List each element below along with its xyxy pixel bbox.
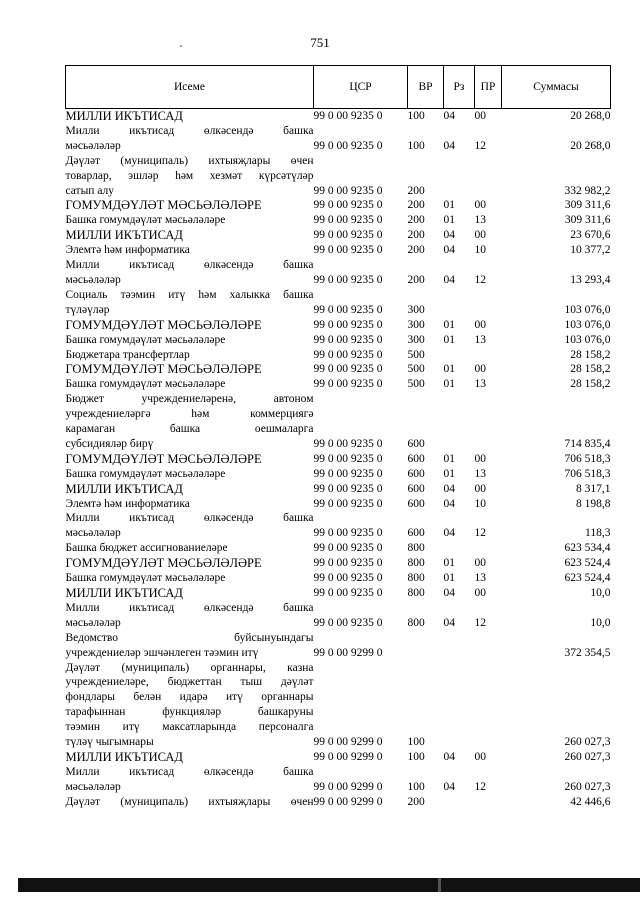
table-row: [66, 452, 611, 467]
row-csr: 99 0 00 9235 0: [313, 527, 383, 540]
row-name-line: тәэмин итү максатларында персоналга: [65, 721, 314, 734]
row-rz: 04: [443, 110, 455, 122]
scan-artifact: [180, 45, 182, 47]
row-name: [66, 750, 314, 765]
row-name-line: мәсьәләләр: [65, 780, 121, 793]
row-pr: 10: [474, 497, 486, 510]
row-rz: 01: [443, 363, 455, 376]
row-name-line: карамаган башка оешмаларга: [65, 423, 314, 436]
row-vr: 600: [407, 467, 425, 480]
row-name: [66, 661, 314, 750]
row-name: [66, 333, 314, 348]
row-vr: 300: [407, 318, 425, 331]
row-pr: 00: [474, 482, 486, 495]
row-rz: [444, 661, 475, 750]
row-name-line: ГОМУМДӘҮЛӘТ МӘСЬӘЛӘЛӘРЕ: [65, 317, 262, 332]
row-vr: 800: [407, 542, 425, 555]
table-row: [66, 124, 611, 154]
row-pr: 13: [474, 378, 486, 391]
row-name: [66, 482, 314, 497]
row-vr: 800: [407, 587, 425, 599]
row-name: [66, 571, 314, 586]
row-rz: [444, 795, 475, 810]
row-sum: 623 524,4: [564, 557, 611, 570]
row-pr: 00: [474, 587, 486, 599]
row-pr: 12: [474, 139, 486, 152]
row-vr: 100: [407, 110, 425, 122]
row-name-line: товарлар, эшләр һәм хезмәт күрсәтүләр: [65, 169, 314, 182]
row-sum: 8 317,1: [576, 482, 611, 495]
row-name-line: Милли икътисад өлкәсендә башка: [65, 601, 314, 614]
row-sum: 13 293,4: [570, 273, 611, 286]
row-name: [66, 452, 314, 467]
row-sum: 260 027,3: [564, 780, 611, 793]
header-csr: ЦСР: [314, 66, 408, 109]
row-rz: [444, 288, 475, 318]
row-csr: 99 0 00 9235 0: [313, 452, 383, 465]
table-row: [66, 392, 611, 452]
row-csr: 99 0 00 9235 0: [313, 303, 383, 316]
row-pr: [475, 288, 502, 318]
row-name-line: Дәүләт (муниципаль) ихтыяҗлары өчен: [65, 795, 314, 808]
row-csr: 99 0 00 9235 0: [313, 363, 383, 376]
row-name-line: түләү чыгымнары: [65, 736, 154, 749]
row-csr: 99 0 00 9235 0: [313, 437, 383, 450]
row-pr: [475, 392, 502, 452]
row-rz: [444, 348, 475, 363]
row-rz: 04: [443, 497, 455, 510]
row-vr: 100: [407, 780, 425, 793]
row-rz: 04: [443, 780, 455, 793]
table-row: [66, 258, 611, 288]
row-name-line: тарафыннан функцияләр башкаруны: [65, 706, 314, 719]
row-rz: 01: [443, 452, 455, 465]
row-csr: 99 0 00 9235 0: [313, 110, 383, 122]
row-name: [66, 541, 314, 556]
row-name: [66, 109, 314, 124]
row-rz: 01: [443, 467, 455, 480]
row-rz: 04: [443, 229, 455, 242]
row-name-line: Социаль тәэмин итү һәм халыкка башка: [65, 288, 314, 301]
row-name-line: фондлары белән идарә итү органнары: [65, 691, 314, 704]
row-csr: 99 0 00 9299 0: [313, 795, 383, 808]
row-csr: 99 0 00 9235 0: [313, 229, 383, 242]
row-name: [66, 154, 314, 199]
row-sum: 23 670,6: [570, 229, 611, 242]
row-sum: 332 982,2: [564, 184, 611, 197]
row-name-line: мәсьәләләр: [65, 139, 121, 152]
row-name-line: МИЛЛИ ИКЪТИСАД: [65, 586, 183, 600]
row-pr: 00: [474, 318, 486, 331]
row-name-line: ГОМУМДӘҮЛӘТ МӘСЬӘЛӘЛӘРЕ: [65, 362, 262, 377]
row-name: [66, 631, 314, 661]
row-vr: 200: [407, 795, 425, 808]
row-name-line: сатып алу: [65, 184, 115, 197]
row-csr: 99 0 00 9235 0: [313, 273, 383, 286]
row-name: [66, 392, 314, 452]
row-vr: 300: [407, 303, 425, 316]
row-vr: 200: [407, 199, 425, 212]
table-row: [66, 109, 611, 124]
row-name: [66, 556, 314, 571]
row-pr: 00: [474, 110, 486, 122]
row-rz: 01: [443, 378, 455, 391]
row-sum: 8 198,8: [576, 497, 611, 510]
row-name-line: Башка гомумдәүләт мәсьәләләре: [65, 467, 226, 480]
row-vr: 500: [407, 363, 425, 376]
row-sum: 10,0: [590, 616, 611, 629]
row-rz: 01: [443, 318, 455, 331]
table-header-row: [66, 66, 611, 109]
row-name-line: Башка гомумдәүләт мәсьәләләре: [65, 214, 226, 227]
row-csr: 99 0 00 9235 0: [313, 139, 383, 152]
row-name-line: Милли икътисад өлкәсендә башка: [65, 124, 314, 137]
row-name-line: түләүләр: [65, 303, 110, 316]
row-pr: 13: [474, 333, 486, 346]
table-row: [66, 765, 611, 795]
row-sum: 20 268,0: [570, 139, 611, 152]
table-row: [66, 511, 611, 541]
row-name-line: Бюджет учреждениеләренә, автоном: [65, 393, 314, 406]
row-sum: 309 311,6: [564, 214, 611, 227]
table-row: [66, 377, 611, 392]
row-name-line: МИЛЛИ ИКЪТИСАД: [65, 109, 183, 123]
row-name-line: Бюджетара трансфертлар: [65, 348, 190, 361]
header-vr: ВР: [408, 66, 444, 109]
table-row: [66, 348, 611, 363]
row-name: [66, 511, 314, 541]
row-csr: 99 0 00 9235 0: [313, 497, 383, 510]
row-csr: 99 0 00 9235 0: [313, 318, 383, 331]
row-name: [66, 362, 314, 377]
row-sum: 103 076,0: [564, 333, 611, 346]
row-rz: [444, 541, 475, 556]
row-name-line: Милли икътисад өлкәсендә башка: [65, 765, 314, 778]
row-pr: 13: [474, 467, 486, 480]
row-vr: 200: [407, 244, 425, 257]
row-name-line: Элемтә һәм информатика: [65, 244, 190, 257]
row-sum: 623 524,4: [564, 572, 611, 585]
row-name: [66, 228, 314, 243]
row-name-line: Башка гомумдәүләт мәсьәләләре: [65, 572, 226, 585]
row-rz: 04: [443, 616, 455, 629]
row-pr: [475, 795, 502, 810]
row-vr: 800: [407, 616, 425, 629]
row-name-line: учреждениеләре, бюджеттан тыш дәүләт: [65, 676, 314, 689]
row-name: [66, 288, 314, 318]
row-pr: 00: [474, 750, 486, 763]
row-vr: 600: [407, 437, 425, 450]
row-pr: [475, 541, 502, 556]
row-csr: 99 0 00 9235 0: [313, 616, 383, 629]
row-name: [66, 198, 314, 213]
table-row: [66, 631, 611, 661]
row-pr: 12: [474, 616, 486, 629]
table-row: [66, 467, 611, 482]
header-pr: ПР: [475, 66, 502, 109]
table-row: [66, 482, 611, 497]
row-pr: [475, 348, 502, 363]
row-sum: 28 158,2: [570, 378, 611, 391]
row-csr: 99 0 00 9235 0: [313, 467, 383, 480]
row-name-line: Милли икътисад өлкәсендә башка: [65, 259, 314, 272]
row-csr: 99 0 00 9235 0: [313, 378, 383, 391]
row-vr: 600: [407, 497, 425, 510]
table-row: [66, 586, 611, 601]
row-name-line: МИЛЛИ ИКЪТИСАД: [65, 228, 183, 243]
row-name-line: ГОМУМДӘҮЛӘТ МӘСЬӘЛӘЛӘРЕ: [65, 451, 262, 466]
table-row: [66, 571, 611, 586]
row-csr: 99 0 00 9235 0: [313, 482, 383, 495]
row-csr: 99 0 00 9299 0: [313, 736, 383, 749]
row-rz: 01: [443, 199, 455, 212]
table-row: [66, 750, 611, 765]
row-csr: 99 0 00 9235 0: [313, 199, 383, 212]
row-rz: 01: [443, 572, 455, 585]
row-csr: 99 0 00 9299 0: [313, 750, 383, 763]
table-row: [66, 497, 611, 512]
row-name-line: Элемтә һәм информатика: [65, 497, 190, 510]
row-name: [66, 467, 314, 482]
page-number: 751: [310, 35, 330, 50]
row-csr: 99 0 00 9235 0: [313, 542, 383, 555]
row-csr: 99 0 00 9299 0: [313, 646, 383, 659]
row-sum: 706 518,3: [564, 467, 611, 480]
row-sum: 10,0: [590, 587, 611, 599]
row-vr: 600: [407, 452, 425, 465]
row-rz: 01: [443, 333, 455, 346]
row-vr: 300: [407, 333, 425, 346]
row-name: [66, 213, 314, 228]
row-name: [66, 348, 314, 363]
row-sum: 714 835,4: [564, 437, 611, 450]
row-name-line: Башка гомумдәүләт мәсьәләләре: [65, 378, 226, 391]
row-sum: 10 377,2: [570, 244, 611, 257]
row-pr: 00: [474, 199, 486, 212]
row-name: [66, 765, 314, 795]
row-name: [66, 258, 314, 288]
row-name-line: мәсьәләләр: [65, 527, 121, 540]
row-csr: 99 0 00 9235 0: [313, 214, 383, 227]
row-name: [66, 497, 314, 512]
row-csr: 99 0 00 9235 0: [313, 587, 383, 599]
row-name-line: мәсьәләләр: [65, 273, 121, 286]
row-csr: 99 0 00 9235 0: [313, 572, 383, 585]
row-vr: 800: [407, 572, 425, 585]
row-rz: [444, 154, 475, 199]
row-vr: [408, 631, 444, 661]
budget-table: [65, 65, 611, 810]
row-name-line: МИЛЛИ ИКЪТИСАД: [65, 749, 183, 764]
row-rz: 01: [443, 214, 455, 227]
row-rz: 04: [443, 527, 455, 540]
row-name: [66, 377, 314, 392]
row-sum: 118,3: [585, 527, 611, 540]
row-name-line: ГОМУМДӘҮЛӘТ МӘСЬӘЛӘЛӘРЕ: [65, 198, 262, 213]
row-name-line: ГОМУМДӘҮЛӘТ МӘСЬӘЛӘЛӘРЕ: [65, 556, 262, 571]
row-vr: 100: [407, 750, 425, 763]
row-name-line: Дәүләт (муниципаль) органнары, казна: [65, 661, 314, 674]
row-sum: 103 076,0: [564, 318, 611, 331]
row-name: [66, 601, 314, 631]
row-name: [66, 795, 314, 810]
row-sum: 623 534,4: [564, 542, 611, 555]
row-vr: 200: [407, 184, 425, 197]
row-vr: 200: [407, 273, 425, 286]
table-body: [66, 109, 611, 810]
row-pr: 00: [474, 452, 486, 465]
row-pr: 12: [474, 780, 486, 793]
row-sum: 28 158,2: [570, 363, 611, 376]
row-pr: 13: [474, 572, 486, 585]
header-name: Исеме: [66, 66, 314, 109]
row-rz: 04: [443, 482, 455, 495]
row-sum: 309 311,6: [564, 199, 611, 212]
row-csr: 99 0 00 9235 0: [313, 184, 383, 197]
row-name-line: Башка бюджет ассигнованиеләре: [65, 542, 228, 555]
row-sum: 28 158,2: [570, 348, 611, 361]
row-rz: [444, 631, 475, 661]
row-name: [66, 586, 314, 601]
row-pr: [475, 661, 502, 750]
table-row: [66, 333, 611, 348]
table-row: [66, 318, 611, 333]
row-name-line: Ведомство буйсынуындагы: [65, 631, 314, 644]
row-name: [66, 318, 314, 333]
row-csr: 99 0 00 9235 0: [313, 333, 383, 346]
row-csr: 99 0 00 9299 0: [313, 780, 383, 793]
table-row: [66, 288, 611, 318]
row-csr: 99 0 00 9235 0: [313, 348, 383, 361]
row-rz: 04: [443, 587, 455, 599]
row-name-line: учреждениеләр эшчәнлеген тәэмин итү: [65, 646, 259, 659]
header-rz: Рз: [444, 66, 475, 109]
row-sum: 260 027,3: [564, 736, 611, 749]
table-row: [66, 541, 611, 556]
row-name: [66, 124, 314, 154]
row-pr: [475, 154, 502, 199]
scan-border: [18, 878, 640, 892]
table-row: [66, 154, 611, 199]
row-pr: 00: [474, 363, 486, 376]
row-vr: 800: [407, 557, 425, 570]
row-name: [66, 243, 314, 258]
row-rz: 04: [443, 750, 455, 763]
table-row: [66, 228, 611, 243]
row-sum: 20 268,0: [570, 110, 611, 122]
row-vr: 100: [407, 736, 425, 749]
row-vr: 500: [407, 378, 425, 391]
row-sum: 372 354,5: [564, 646, 611, 659]
table-row: [66, 556, 611, 571]
row-sum: 42 446,6: [570, 795, 611, 808]
row-pr: 00: [474, 229, 486, 242]
row-rz: 04: [443, 273, 455, 286]
row-name-line: МИЛЛИ ИКЪТИСАД: [65, 481, 183, 496]
table-row: [66, 243, 611, 258]
row-rz: [444, 392, 475, 452]
row-pr: 13: [474, 214, 486, 227]
row-pr: 12: [474, 273, 486, 286]
header-sum: Суммасы: [502, 66, 611, 109]
table-row: [66, 213, 611, 228]
row-pr: 00: [474, 557, 486, 570]
row-vr: 100: [407, 139, 425, 152]
row-vr: 600: [407, 482, 425, 495]
row-name-line: Башка гомумдәүләт мәсьәләләре: [65, 333, 226, 346]
row-sum: 706 518,3: [564, 452, 611, 465]
row-name-line: учреждениеләргә һәм коммерциягә: [65, 408, 314, 421]
row-csr: 99 0 00 9235 0: [313, 244, 383, 257]
table-row: [66, 661, 611, 750]
row-name-line: субсидияләр бирү: [65, 437, 154, 450]
row-csr: 99 0 00 9235 0: [313, 557, 383, 570]
row-pr: [475, 631, 502, 661]
table-row: [66, 198, 611, 213]
row-name-line: Дәүләт (муниципаль) ихтыяҗлары өчен: [65, 154, 314, 167]
row-rz: 04: [443, 244, 455, 257]
row-sum: 103 076,0: [564, 303, 611, 316]
row-vr: 500: [407, 348, 425, 361]
table-row: [66, 601, 611, 631]
row-rz: 04: [443, 139, 455, 152]
row-vr: 600: [407, 527, 425, 540]
row-vr: 200: [407, 214, 425, 227]
row-sum: 260 027,3: [564, 750, 611, 763]
row-name-line: Милли икътисад өлкәсендә башка: [65, 512, 314, 525]
row-rz: 01: [443, 557, 455, 570]
row-vr: 200: [407, 229, 425, 242]
row-pr: 12: [474, 527, 486, 540]
table-row: [66, 795, 611, 810]
row-pr: 10: [474, 244, 486, 257]
table-row: [66, 362, 611, 377]
row-name-line: мәсьәләләр: [65, 616, 121, 629]
